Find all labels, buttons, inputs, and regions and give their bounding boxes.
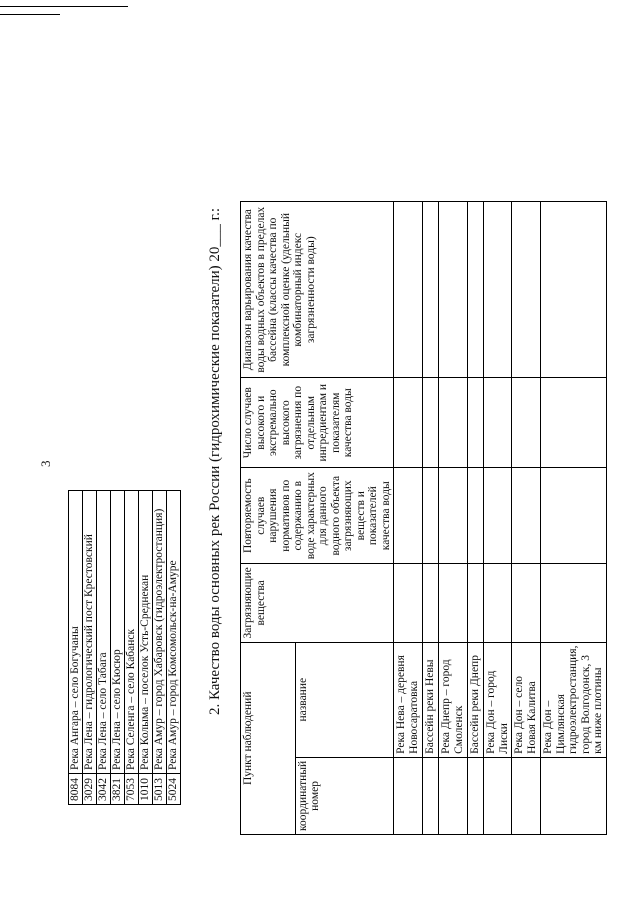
codes-row — [111, 491, 125, 805]
empty-cell — [541, 757, 607, 834]
empty-cell — [484, 468, 512, 564]
header-coordinate-number: координатный номер — [295, 757, 393, 834]
empty-cell — [468, 564, 484, 642]
empty-cell — [423, 757, 439, 834]
empty-cell — [439, 564, 468, 642]
code-cell: 1010 — [139, 774, 153, 805]
empty-cell — [394, 564, 423, 642]
section-title: 2. Качество воды основных рек России (гидрохимические показатели) 20___ г.: — [207, 207, 223, 715]
empty-cell — [423, 468, 439, 564]
empty-cell — [439, 378, 468, 468]
page-number: 3 — [38, 460, 53, 467]
codes-row — [125, 491, 139, 805]
row-name-cell: Река Дон – село Новая Калитва — [512, 642, 541, 757]
empty-cell — [541, 564, 607, 642]
header-name: название — [295, 642, 393, 757]
empty-cell — [423, 202, 439, 378]
empty-cell — [484, 564, 512, 642]
empty-cell — [512, 202, 541, 378]
code-name-cell: Река Ангара – село Богучаны — [69, 491, 83, 774]
code-name-cell: Река Лена – село Кюсюр — [111, 491, 125, 774]
codes-table — [68, 490, 181, 805]
empty-cell — [541, 378, 607, 468]
table-row — [394, 202, 423, 835]
code-cell: 3042 — [97, 774, 111, 805]
code-cell: 8084 — [69, 774, 83, 805]
codes-row — [153, 491, 167, 805]
code-name-cell: Река Амур – город Комсомольск-на-Амуре — [167, 491, 181, 774]
row-name-cell: Река Нева – деревня Новосаратовка — [394, 642, 423, 757]
codes-row — [83, 491, 97, 805]
header-repeatability: Повторяемость случаев нарушения нормативов по содержанию в воде характерных для данного водного объекта загрязняющих веществ и показателей качества воды — [241, 468, 394, 564]
empty-cell — [394, 757, 423, 834]
empty-cell — [484, 378, 512, 468]
code-cell: 3029 — [83, 774, 97, 805]
table-row — [423, 202, 439, 835]
empty-cell — [439, 757, 468, 834]
row-name-cell: Бассейн реки Невы — [423, 642, 439, 757]
codes-row — [97, 491, 111, 805]
code-cell: 7053 — [125, 774, 139, 805]
code-name-cell: Река Колыма – поселок Усть-Среднекан — [139, 491, 153, 774]
empty-cell — [423, 378, 439, 468]
header-quality-range: Диапазон варьирования качества воды водных объектов в пределах бассейна (классы качества по комплексной оценке (удельный комбинаторный индекс загрязненности воды) — [241, 202, 394, 378]
header-high-pollution-cases: Число случаев высокого и экстремально высокого загрязнения по отдельным ингредиентам и показателям качества воды — [241, 378, 394, 468]
code-name-cell: Река Лена – село Табага — [97, 491, 111, 774]
row-name-cell: Река Дон – город Лиски — [484, 642, 512, 757]
empty-cell — [512, 564, 541, 642]
codes-row — [139, 491, 153, 805]
table-row — [468, 202, 484, 835]
header-pollutants: Загрязняющие вещества — [241, 564, 394, 642]
row-name-cell: Река Днепр – город Смоленск — [439, 642, 468, 757]
empty-cell — [394, 378, 423, 468]
table-row — [484, 202, 512, 835]
empty-cell — [541, 468, 607, 564]
codes-row — [69, 491, 83, 805]
empty-cell — [468, 468, 484, 564]
code-name-cell: Река Лена – гидрологический пост Крестовский — [83, 491, 97, 774]
empty-cell — [484, 757, 512, 834]
code-cell: 5024 — [167, 774, 181, 805]
header-observation-point: Пункт наблюдений — [241, 642, 296, 834]
empty-cell — [512, 378, 541, 468]
table-row — [512, 202, 541, 835]
code-cell: 5013 — [153, 774, 167, 805]
row-name-cell: Река Дон – Цимлянская гидроэлектростанция, город Волгодонск, 3 км ниже плотины — [541, 642, 607, 757]
code-name-cell: Река Амур – город Хабаровск (гидроэлектростанция) — [153, 491, 167, 774]
empty-cell — [468, 202, 484, 378]
empty-cell — [512, 757, 541, 834]
empty-cell — [439, 202, 468, 378]
empty-cell — [512, 468, 541, 564]
table-row — [541, 202, 607, 835]
empty-cell — [541, 202, 607, 378]
empty-cell — [394, 202, 423, 378]
empty-cell — [394, 468, 423, 564]
empty-cell — [468, 757, 484, 834]
empty-cell — [439, 468, 468, 564]
row-name-cell: Бассейн реки Днепр — [468, 642, 484, 757]
empty-cell — [423, 564, 439, 642]
empty-cell — [468, 378, 484, 468]
table-row — [439, 202, 468, 835]
codes-row — [167, 491, 181, 805]
water-quality-table — [240, 201, 607, 835]
empty-cell — [484, 202, 512, 378]
code-cell: 3821 — [111, 774, 125, 805]
code-name-cell: Река Селенга – село Кабанск — [125, 491, 139, 774]
